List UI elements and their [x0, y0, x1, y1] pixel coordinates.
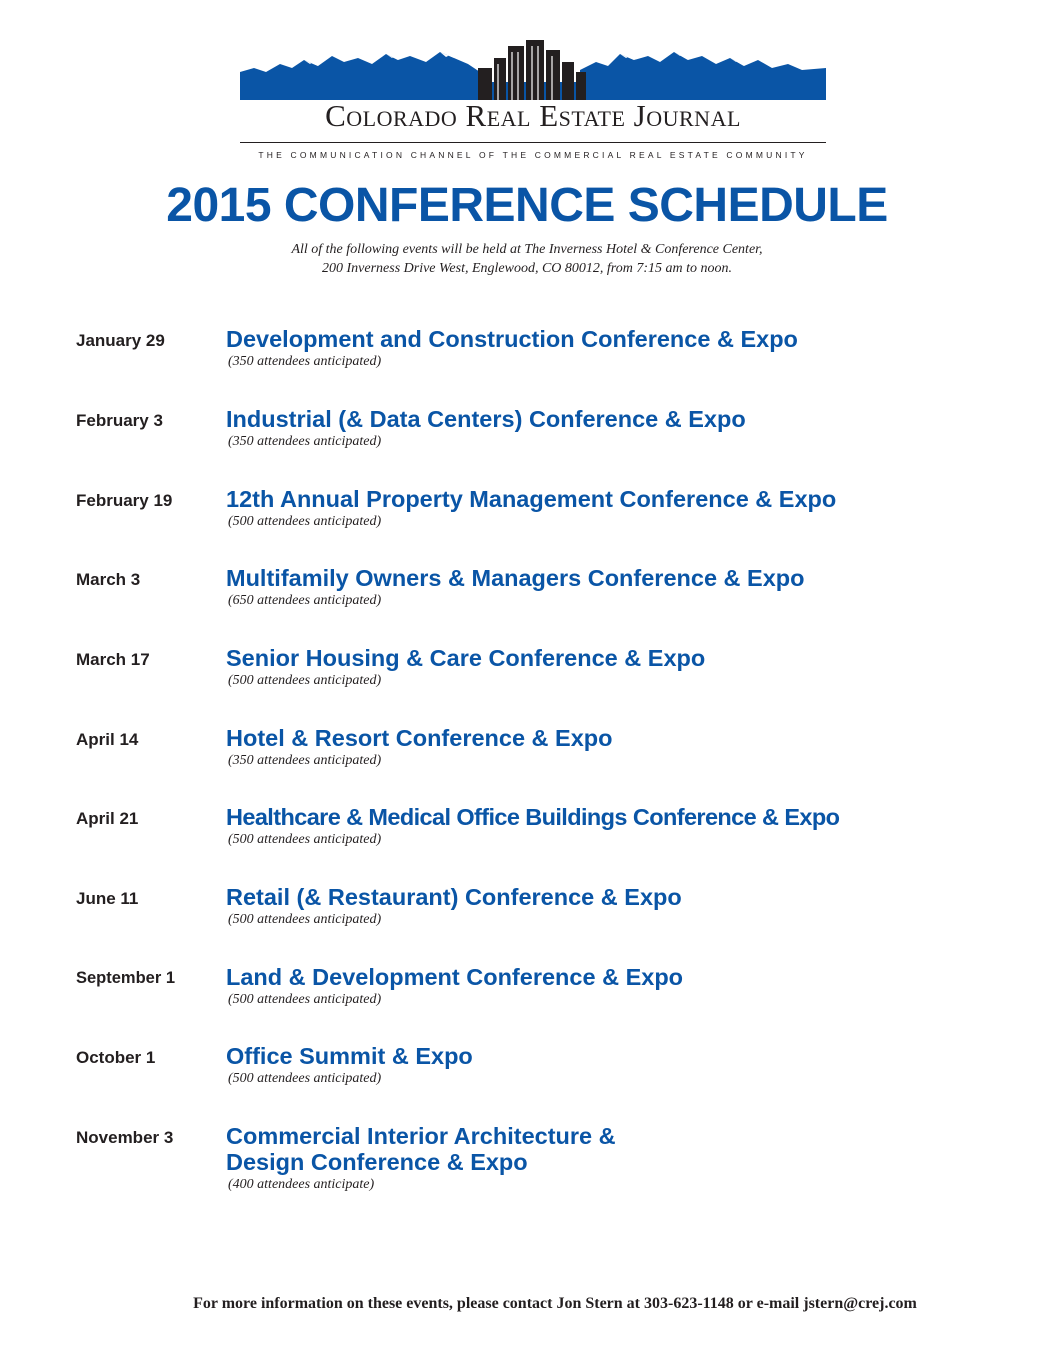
event-title: Healthcare & Medical Office Buildings Conference & Expo	[226, 804, 840, 830]
event-date: September 1	[76, 969, 176, 987]
intro-line-2: 200 Inverness Drive West, Englewood, CO 80012, from 7:15 am to noon.	[322, 261, 732, 276]
mountain-skyline-logo	[240, 38, 826, 100]
event-attendance: (500 attendees anticipated)	[228, 832, 382, 847]
masthead	[240, 38, 826, 162]
brand-rule	[240, 142, 826, 143]
brand-name: Colorado Real Estate Journal	[325, 98, 741, 133]
event-date: April 14	[76, 730, 139, 749]
event-date: November 3	[76, 1128, 174, 1147]
event-attendance: (500 attendees anticipated)	[228, 673, 382, 688]
event-attendance: (500 attendees anticipated)	[228, 912, 382, 927]
event-date: March 3	[76, 570, 141, 589]
intro-line-1: All of the following events will be held at The Inverness Hotel & Conference Center,	[291, 242, 763, 257]
contact-footer: For more information on these events, please contact Jon Stern at 303-623-1148 or e-mail jstern@crej.com	[193, 1295, 917, 1312]
event-attendance: (350 attendees anticipated)	[228, 753, 382, 768]
event-title: Hotel & Resort Conference & Expo	[226, 725, 613, 751]
event-title: Multifamily Owners & Managers Conference & Expo	[226, 565, 805, 591]
tagline: THE COMMUNICATION CHANNEL OF THE COMMERCIAL REAL ESTATE COMMUNITY	[258, 150, 808, 160]
event-date: January 29	[76, 331, 165, 350]
event-title: 12th Annual Property Management Conference & Expo	[226, 486, 837, 512]
event-title: Land & Development Conference & Expo	[226, 964, 684, 990]
event-title: Senior Housing & Care Conference & Expo	[226, 645, 706, 671]
event-title: Commercial Interior Architecture &	[226, 1123, 616, 1149]
event-title: Retail (& Restaurant) Conference & Expo	[226, 884, 682, 910]
event-date: April 21	[76, 809, 139, 828]
event-attendance: (500 attendees anticipated)	[228, 992, 382, 1007]
event-date: October 1	[76, 1048, 156, 1067]
intro-text	[0, 240, 1054, 278]
event-date: February 19	[76, 491, 173, 510]
event-title-line-2: Design Conference & Expo	[226, 1149, 528, 1175]
event-title: Development and Construction Conference & Expo	[226, 326, 798, 352]
event-attendance: (350 attendees anticipated)	[228, 434, 382, 449]
event-attendance: (350 attendees anticipated)	[228, 354, 382, 369]
page-title: 2015 CONFERENCE SCHEDULE	[166, 179, 888, 232]
event-attendance: (500 attendees anticipated)	[228, 1071, 382, 1086]
event-title: Office Summit & Expo	[226, 1043, 473, 1069]
event-title: Industrial (& Data Centers) Conference & Expo	[226, 406, 746, 432]
event-date: June 11	[76, 889, 139, 908]
event-date: March 17	[76, 650, 150, 669]
event-attendance: (500 attendees anticipated)	[228, 514, 382, 529]
event-date: February 3	[76, 411, 163, 430]
event-attendance: (650 attendees anticipated)	[228, 593, 382, 608]
event-attendance: (400 attendees anticipate)	[228, 1177, 375, 1192]
